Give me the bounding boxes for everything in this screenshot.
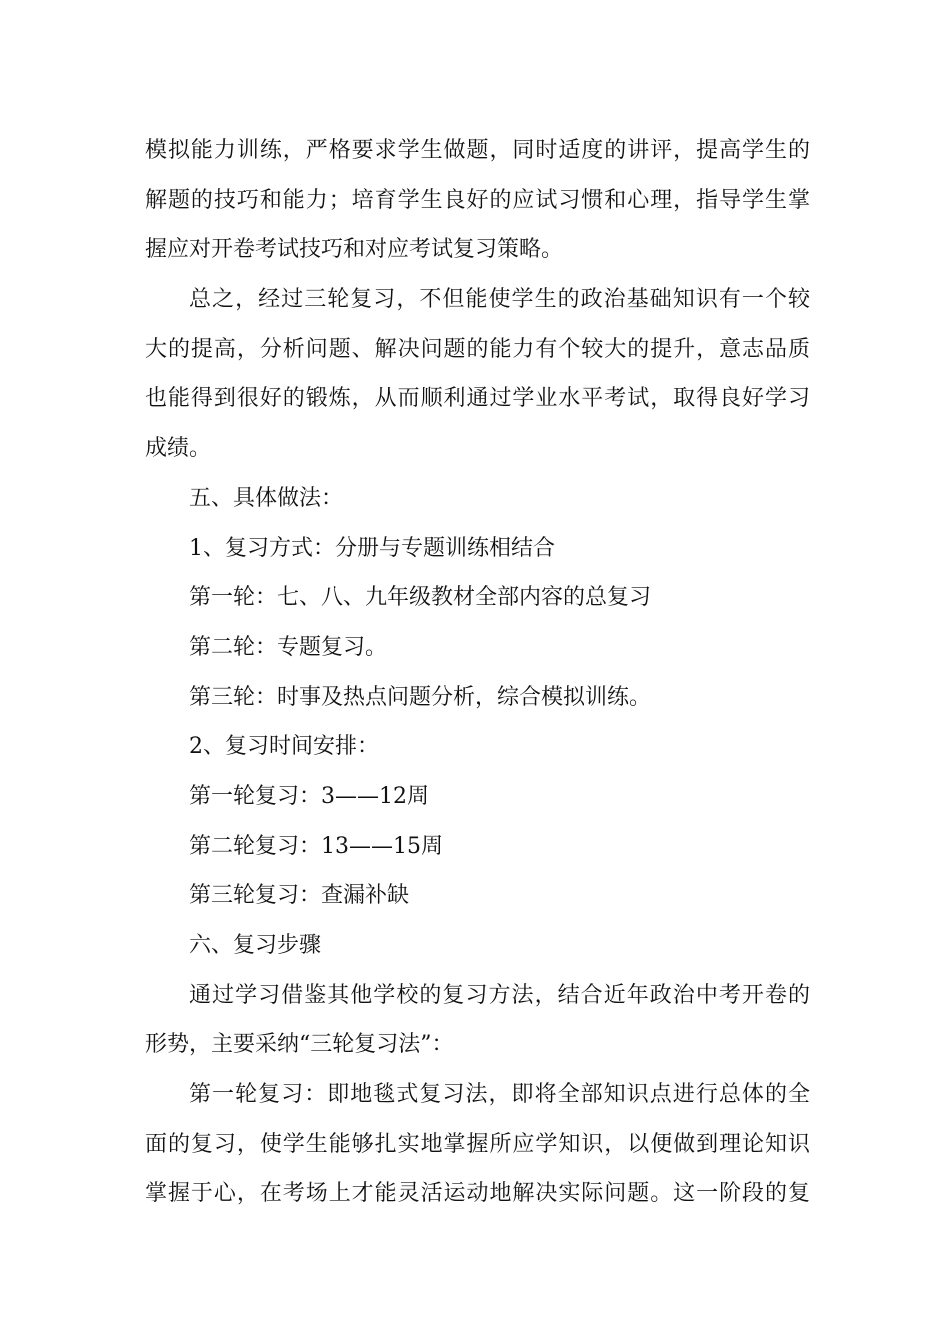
text-line: 第二轮：专题复习。 [189, 634, 388, 660]
text-line: 握应对开卷考试技巧和对应考试复习策略。 [145, 237, 564, 263]
text-line: 第一轮复习：即地毯式复习法，即将全部知识点进行总体的全 [189, 1082, 810, 1108]
text-line: 第一轮：七、八、九年级教材全部内容的总复习 [189, 585, 652, 611]
text-line: 成绩。 [145, 436, 212, 462]
text-line: 第三轮复习：查漏补缺 [189, 883, 410, 909]
text-line: 大的提高，分析问题、解决问题的能力有个较大的提升，意志品质 [145, 336, 810, 362]
text-line: 第二轮复习：13——15周 [189, 833, 443, 859]
text-line: 解题的技巧和能力；培育学生良好的应试习惯和心理，指导学生掌 [145, 187, 810, 213]
text-line: 第一轮复习：3——12周 [189, 783, 429, 809]
text-line: 形势，主要采纳“三轮复习法”： [145, 1032, 454, 1058]
text-line: 面的复习，使学生能够扎实地掌握所应学知识，以便做到理论知识 [145, 1131, 810, 1157]
text-line: 通过学习借鉴其他学校的复习方法，结合近年政治中考开卷的 [189, 982, 810, 1008]
section-heading: 五、具体做法： [189, 485, 344, 511]
text-line: 第三轮：时事及热点问题分析，综合模拟训练。 [189, 684, 652, 710]
text-line: 总之，经过三轮复习，不但能使学生的政治基础知识有一个较 [189, 287, 810, 313]
text-line: 模拟能力训练，严格要求学生做题，同时适度的讲评，提高学生的 [145, 138, 810, 163]
text-line: 也能得到很好的锻炼，从而顺利通过学业水平考试，取得良好学习 [145, 386, 810, 412]
text-line: 1、复习方式：分册与专题训练相结合 [189, 535, 555, 561]
section-heading: 六、复习步骤 [189, 933, 322, 958]
text-line: 2、复习时间安排： [189, 734, 379, 760]
text-line: 掌握于心，在考场上才能灵活运动地解决实际问题。这一阶段的复 [145, 1181, 810, 1207]
document-body [145, 126, 810, 1219]
